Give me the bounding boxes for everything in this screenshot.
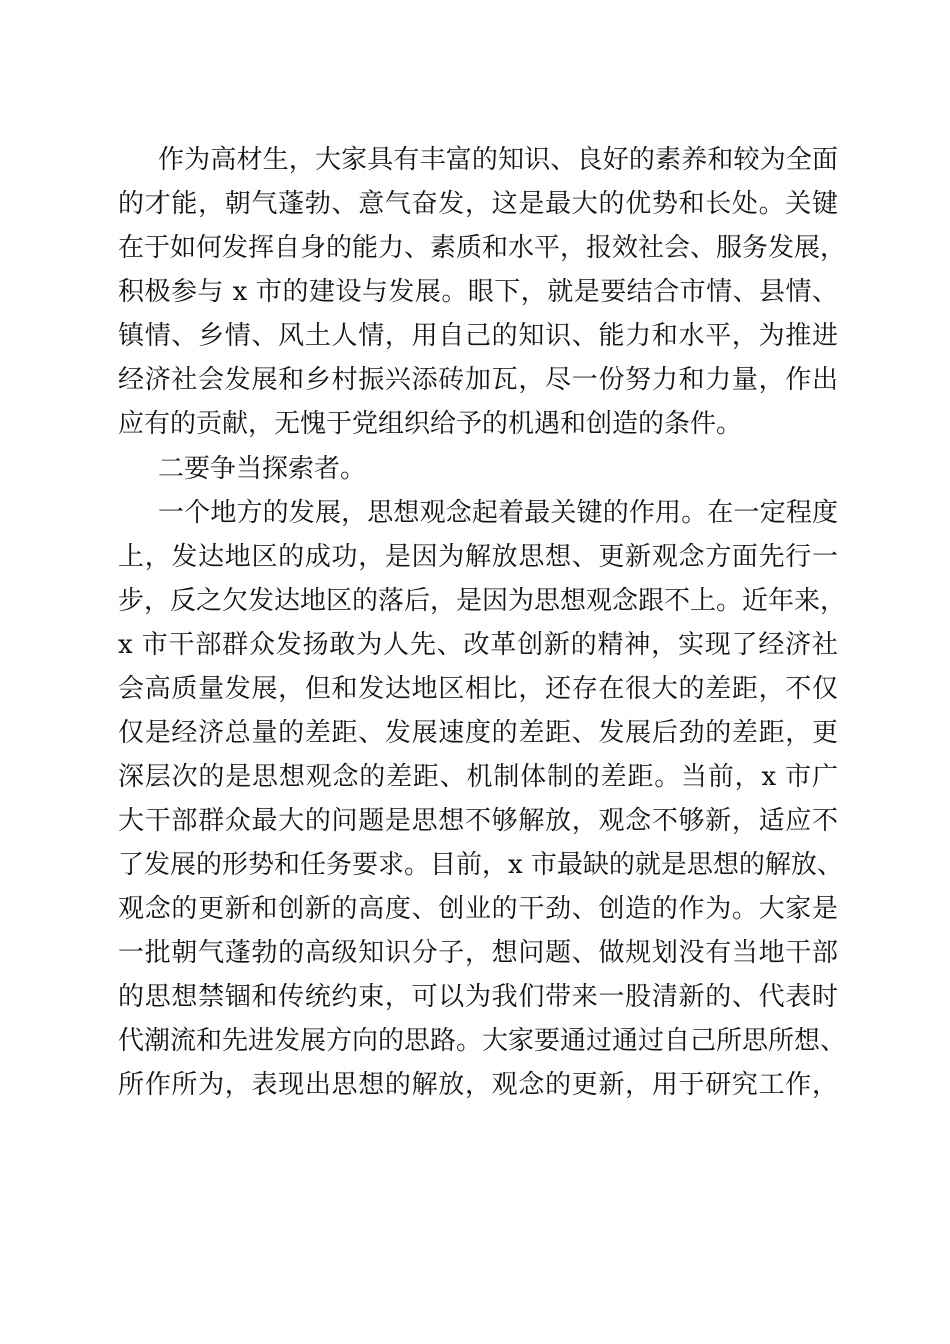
text-line: 一批朝气蓬勃的高级知识分子，想问题、做规划没有当地干部 xyxy=(118,938,838,968)
text-line: 深层次的是思想观念的差距、机制体制的差距。当前，x 市广 xyxy=(118,762,838,792)
document-page xyxy=(118,0,847,1344)
text-line: 上，发达地区的成功，是因为解放思想、更新观念方面先行一 xyxy=(118,542,838,572)
text-line: 代潮流和先进发展方向的思路。大家要通过通过自己所思所想、 xyxy=(118,1026,847,1056)
section-heading: 二要争当探索者。 xyxy=(158,454,367,484)
text-line: 观念的更新和创新的高度、创业的干劲、创造的作为。大家是 xyxy=(118,894,838,924)
text-line: 步，反之欠发达地区的落后，是因为思想观念跟不上。近年来， xyxy=(118,586,847,616)
text-line: 的才能，朝气蓬勃、意气奋发，这是最大的优势和长处。关键 xyxy=(118,189,838,219)
text-line: x 市干部群众发扬敢为人先、改革创新的精神，实现了经济社 xyxy=(118,630,838,660)
text-line: 的思想禁锢和传统约束，可以为我们带来一股清新的、代表时 xyxy=(118,982,838,1012)
text-line: 应有的贡献，无愧于党组织给予的机遇和创造的条件。 xyxy=(118,409,743,439)
text-line: 一个地方的发展，思想观念起着最关键的作用。在一定程度 xyxy=(158,498,838,528)
text-line: 积极参与 x 市的建设与发展。眼下，就是要结合市情、县情、 xyxy=(118,277,838,307)
text-line: 经济社会发展和乡村振兴添砖加瓦，尽一份努力和力量，作出 xyxy=(118,365,838,395)
text-line: 在于如何发挥自身的能力、素质和水平，报效社会、服务发展， xyxy=(118,233,847,263)
text-line: 所作所为，表现出思想的解放，观念的更新，用于研究工作， xyxy=(118,1070,838,1100)
text-line: 会高质量发展，但和发达地区相比，还存在很大的差距，不仅 xyxy=(118,674,838,704)
text-line: 镇情、乡情、风土人情，用自己的知识、能力和水平，为推进 xyxy=(118,321,838,351)
text-line: 大干部群众最大的问题是思想不够解放，观念不够新，适应不 xyxy=(118,806,838,836)
text-line: 了发展的形势和任务要求。目前，x 市最缺的就是思想的解放、 xyxy=(118,850,843,880)
text-line: 仅是经济总量的差距、发展速度的差距、发展后劲的差距，更 xyxy=(118,718,838,748)
text-line: 作为高材生，大家具有丰富的知识、良好的素养和较为全面 xyxy=(158,145,838,175)
